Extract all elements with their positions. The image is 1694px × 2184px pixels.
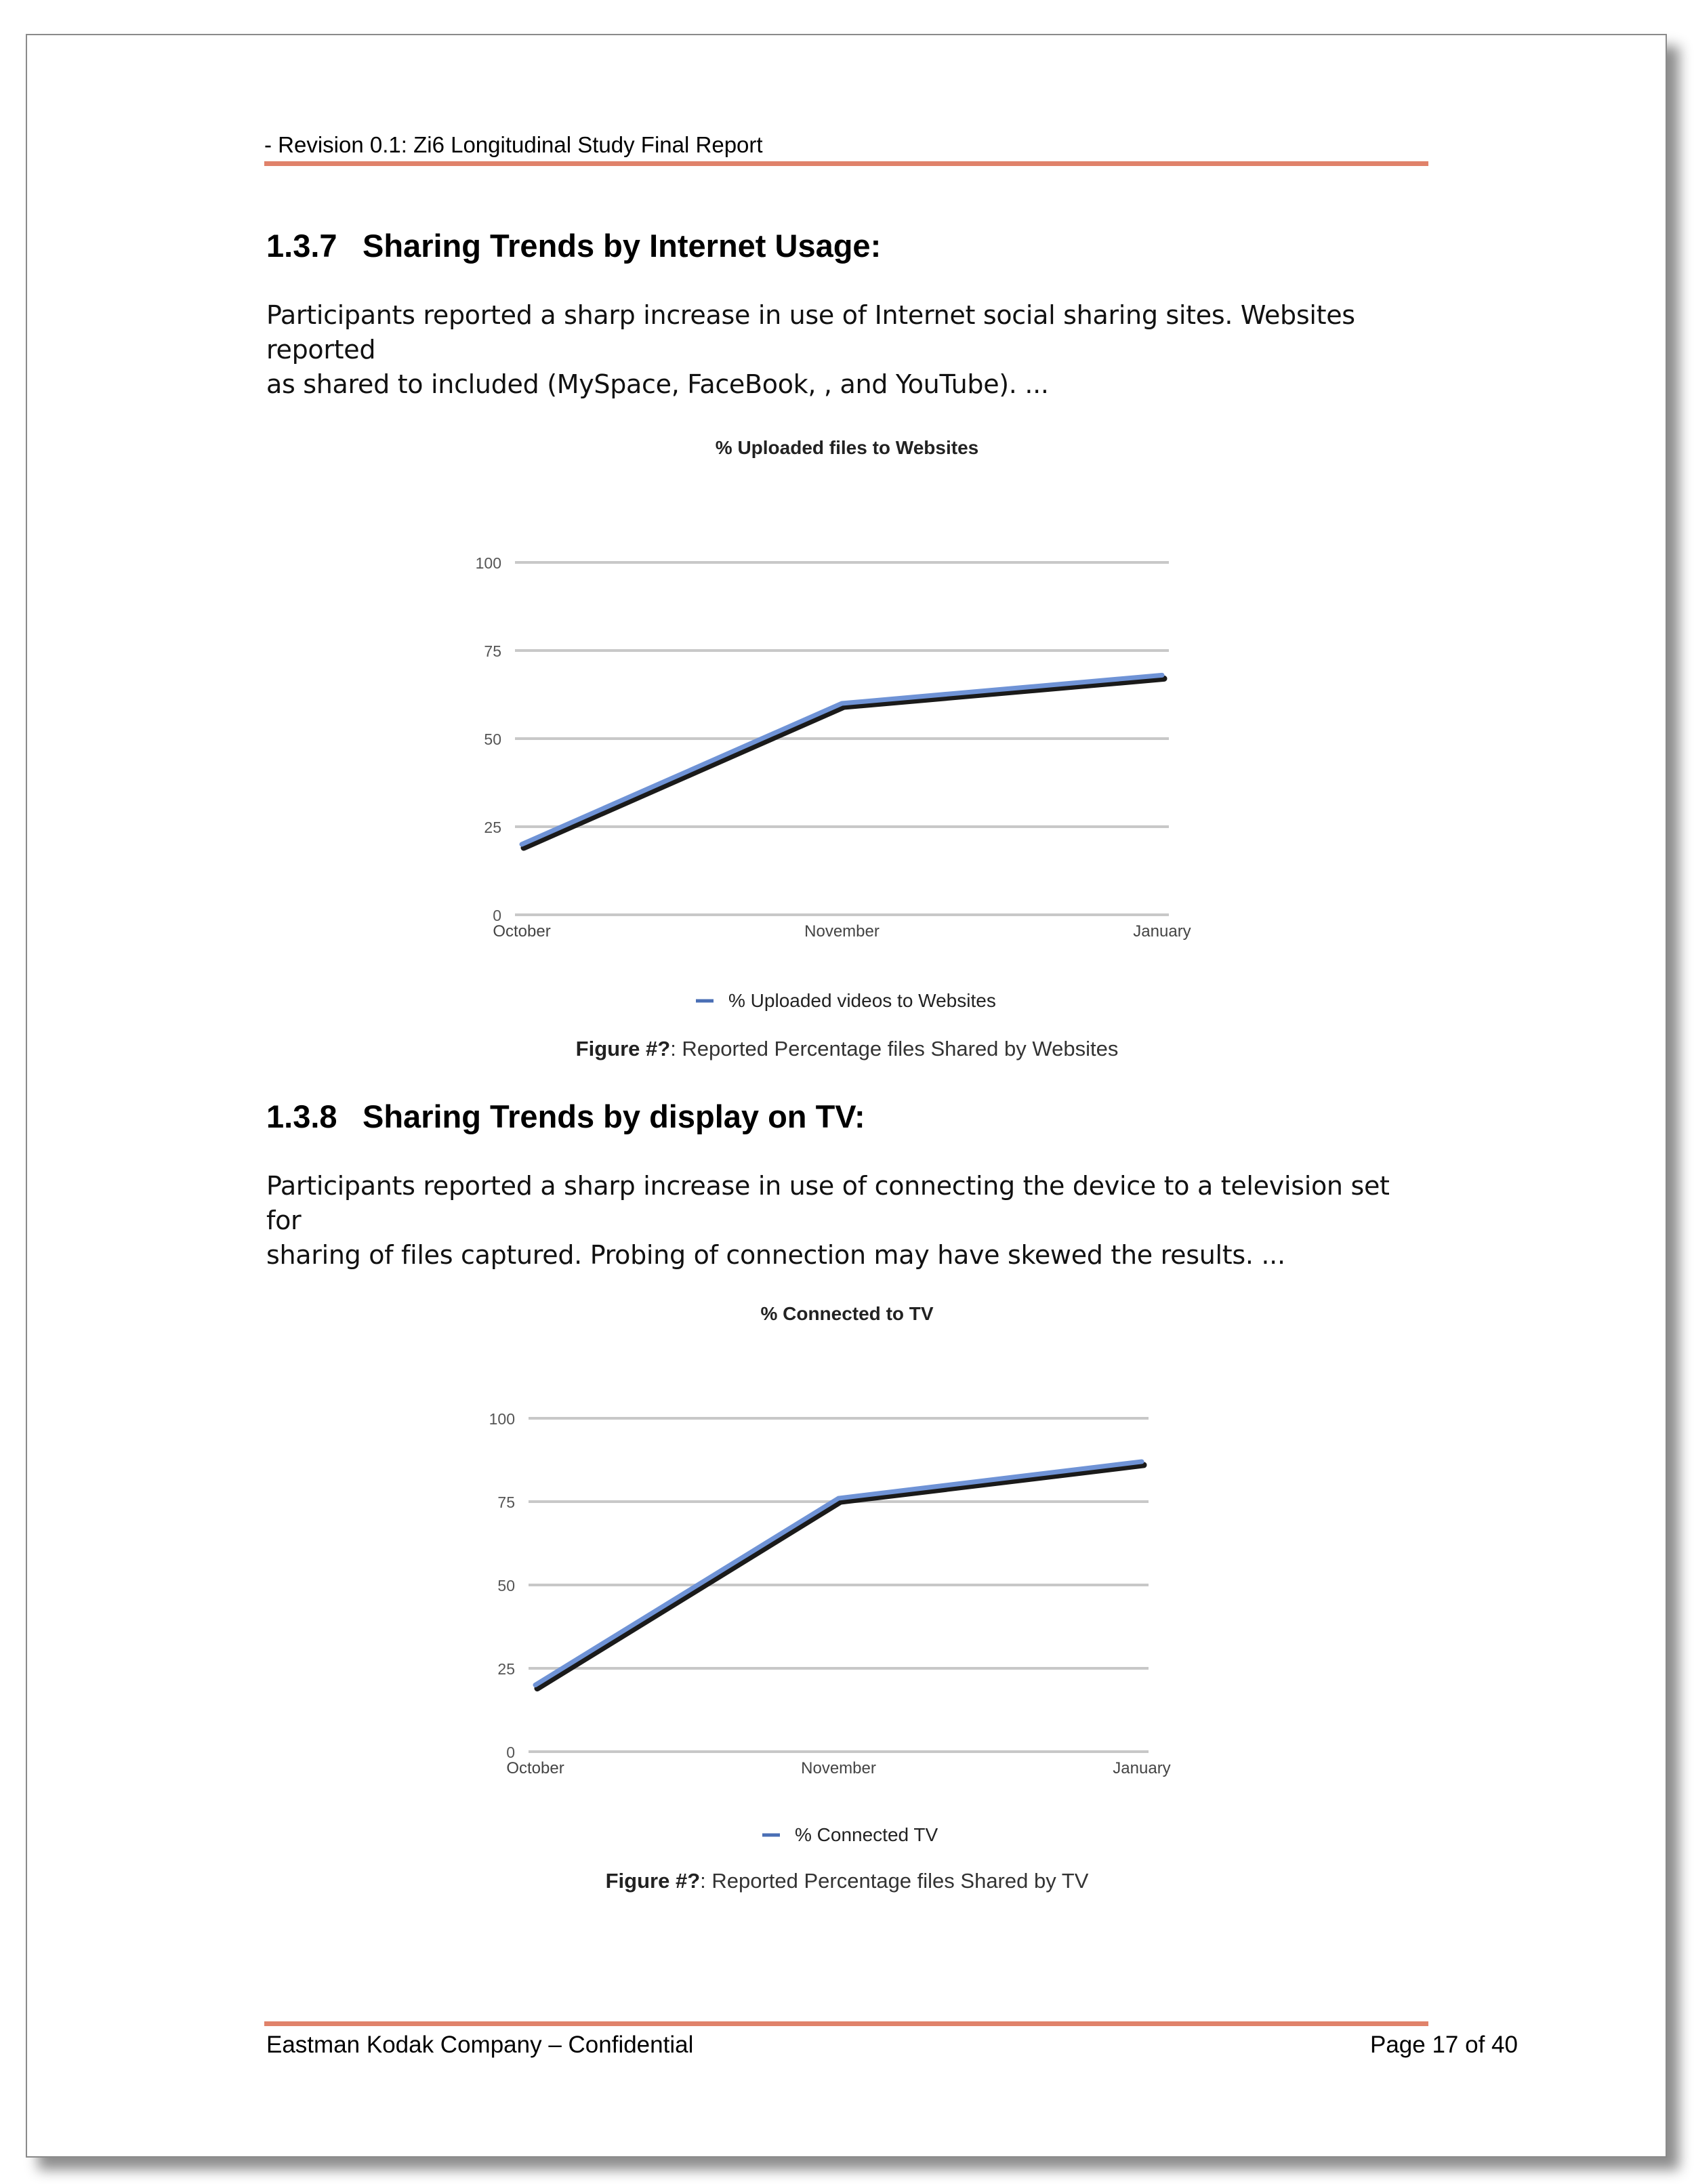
data-point	[533, 1683, 537, 1687]
paragraph-line: sharing of files captured. Probing of connection may have skewed the results. ...	[266, 1240, 1285, 1270]
section-number: 1.3.7	[266, 228, 337, 264]
y-tick-label: 75	[497, 1493, 515, 1511]
data-point	[837, 1496, 841, 1500]
section-heading-1-3-8	[266, 1098, 865, 1135]
x-tick-label: October	[493, 922, 551, 941]
x-tick-label: January	[1133, 922, 1191, 941]
section-heading-1-3-7	[266, 227, 881, 264]
y-tick-label: 25	[497, 1660, 515, 1678]
figure-label: Figure #?	[575, 1037, 671, 1060]
y-tick-label: 100	[475, 554, 501, 572]
footer-rule	[264, 2021, 1428, 2026]
chart-title: % Uploaded files to Websites	[715, 437, 979, 458]
footer-company: Eastman Kodak Company – Confidential	[266, 2032, 694, 2058]
paragraph-line: Participants reported a sharp increase in use of connecting the device to a television set for	[266, 1171, 1390, 1235]
chart-title: % Connected to TV	[760, 1303, 934, 1324]
data-point	[1140, 1460, 1144, 1464]
header-rule	[264, 161, 1428, 166]
section-paragraph	[266, 298, 1432, 402]
section-title: Sharing Trends by display on TV:	[363, 1098, 865, 1134]
y-tick-label: 50	[497, 1577, 515, 1594]
x-tick-label: January	[1113, 1759, 1171, 1777]
legend-label: % Connected TV	[795, 1824, 938, 1845]
data-point	[520, 842, 524, 846]
chart-uploaded-to-websites	[0, 420, 1694, 1030]
y-tick-label: 75	[484, 642, 501, 660]
figure-caption-text: : Reported Percentage files Shared by Websites	[670, 1037, 1119, 1060]
figure-caption	[0, 1869, 1694, 1893]
footer-page-number: Page 17 of 40	[1370, 2032, 1518, 2058]
y-tick-label: 0	[506, 1744, 515, 1761]
figure-label: Figure #?	[605, 1869, 701, 1893]
legend-label: % Uploaded videos to Websites	[728, 990, 996, 1011]
series-line	[522, 675, 1162, 844]
paragraph-line: Participants reported a sharp increase in use of Internet social sharing sites. Websites reported	[266, 300, 1355, 365]
data-point	[840, 701, 844, 705]
y-tick-label: 25	[484, 819, 501, 836]
paragraph-line: as shared to included (MySpace, FaceBook, , and YouTube). ...	[266, 369, 1049, 399]
x-tick-label: November	[804, 922, 880, 941]
series-line	[535, 1462, 1142, 1685]
section-number: 1.3.8	[266, 1098, 337, 1134]
chart-connected-to-tv	[0, 1284, 1694, 1867]
y-tick-label: 100	[489, 1410, 515, 1428]
x-tick-label: October	[506, 1759, 564, 1777]
figure-caption	[0, 1037, 1694, 1061]
y-tick-label: 50	[484, 730, 501, 748]
running-header: - Revision 0.1: Zi6 Longitudinal Study Final Report	[264, 132, 763, 157]
data-point	[1160, 673, 1164, 677]
section-title: Sharing Trends by Internet Usage:	[363, 228, 882, 264]
x-tick-label: November	[801, 1759, 876, 1777]
figure-caption-text: : Reported Percentage files Shared by TV	[700, 1869, 1089, 1893]
y-tick-label: 0	[493, 907, 501, 924]
section-paragraph	[266, 1169, 1432, 1273]
